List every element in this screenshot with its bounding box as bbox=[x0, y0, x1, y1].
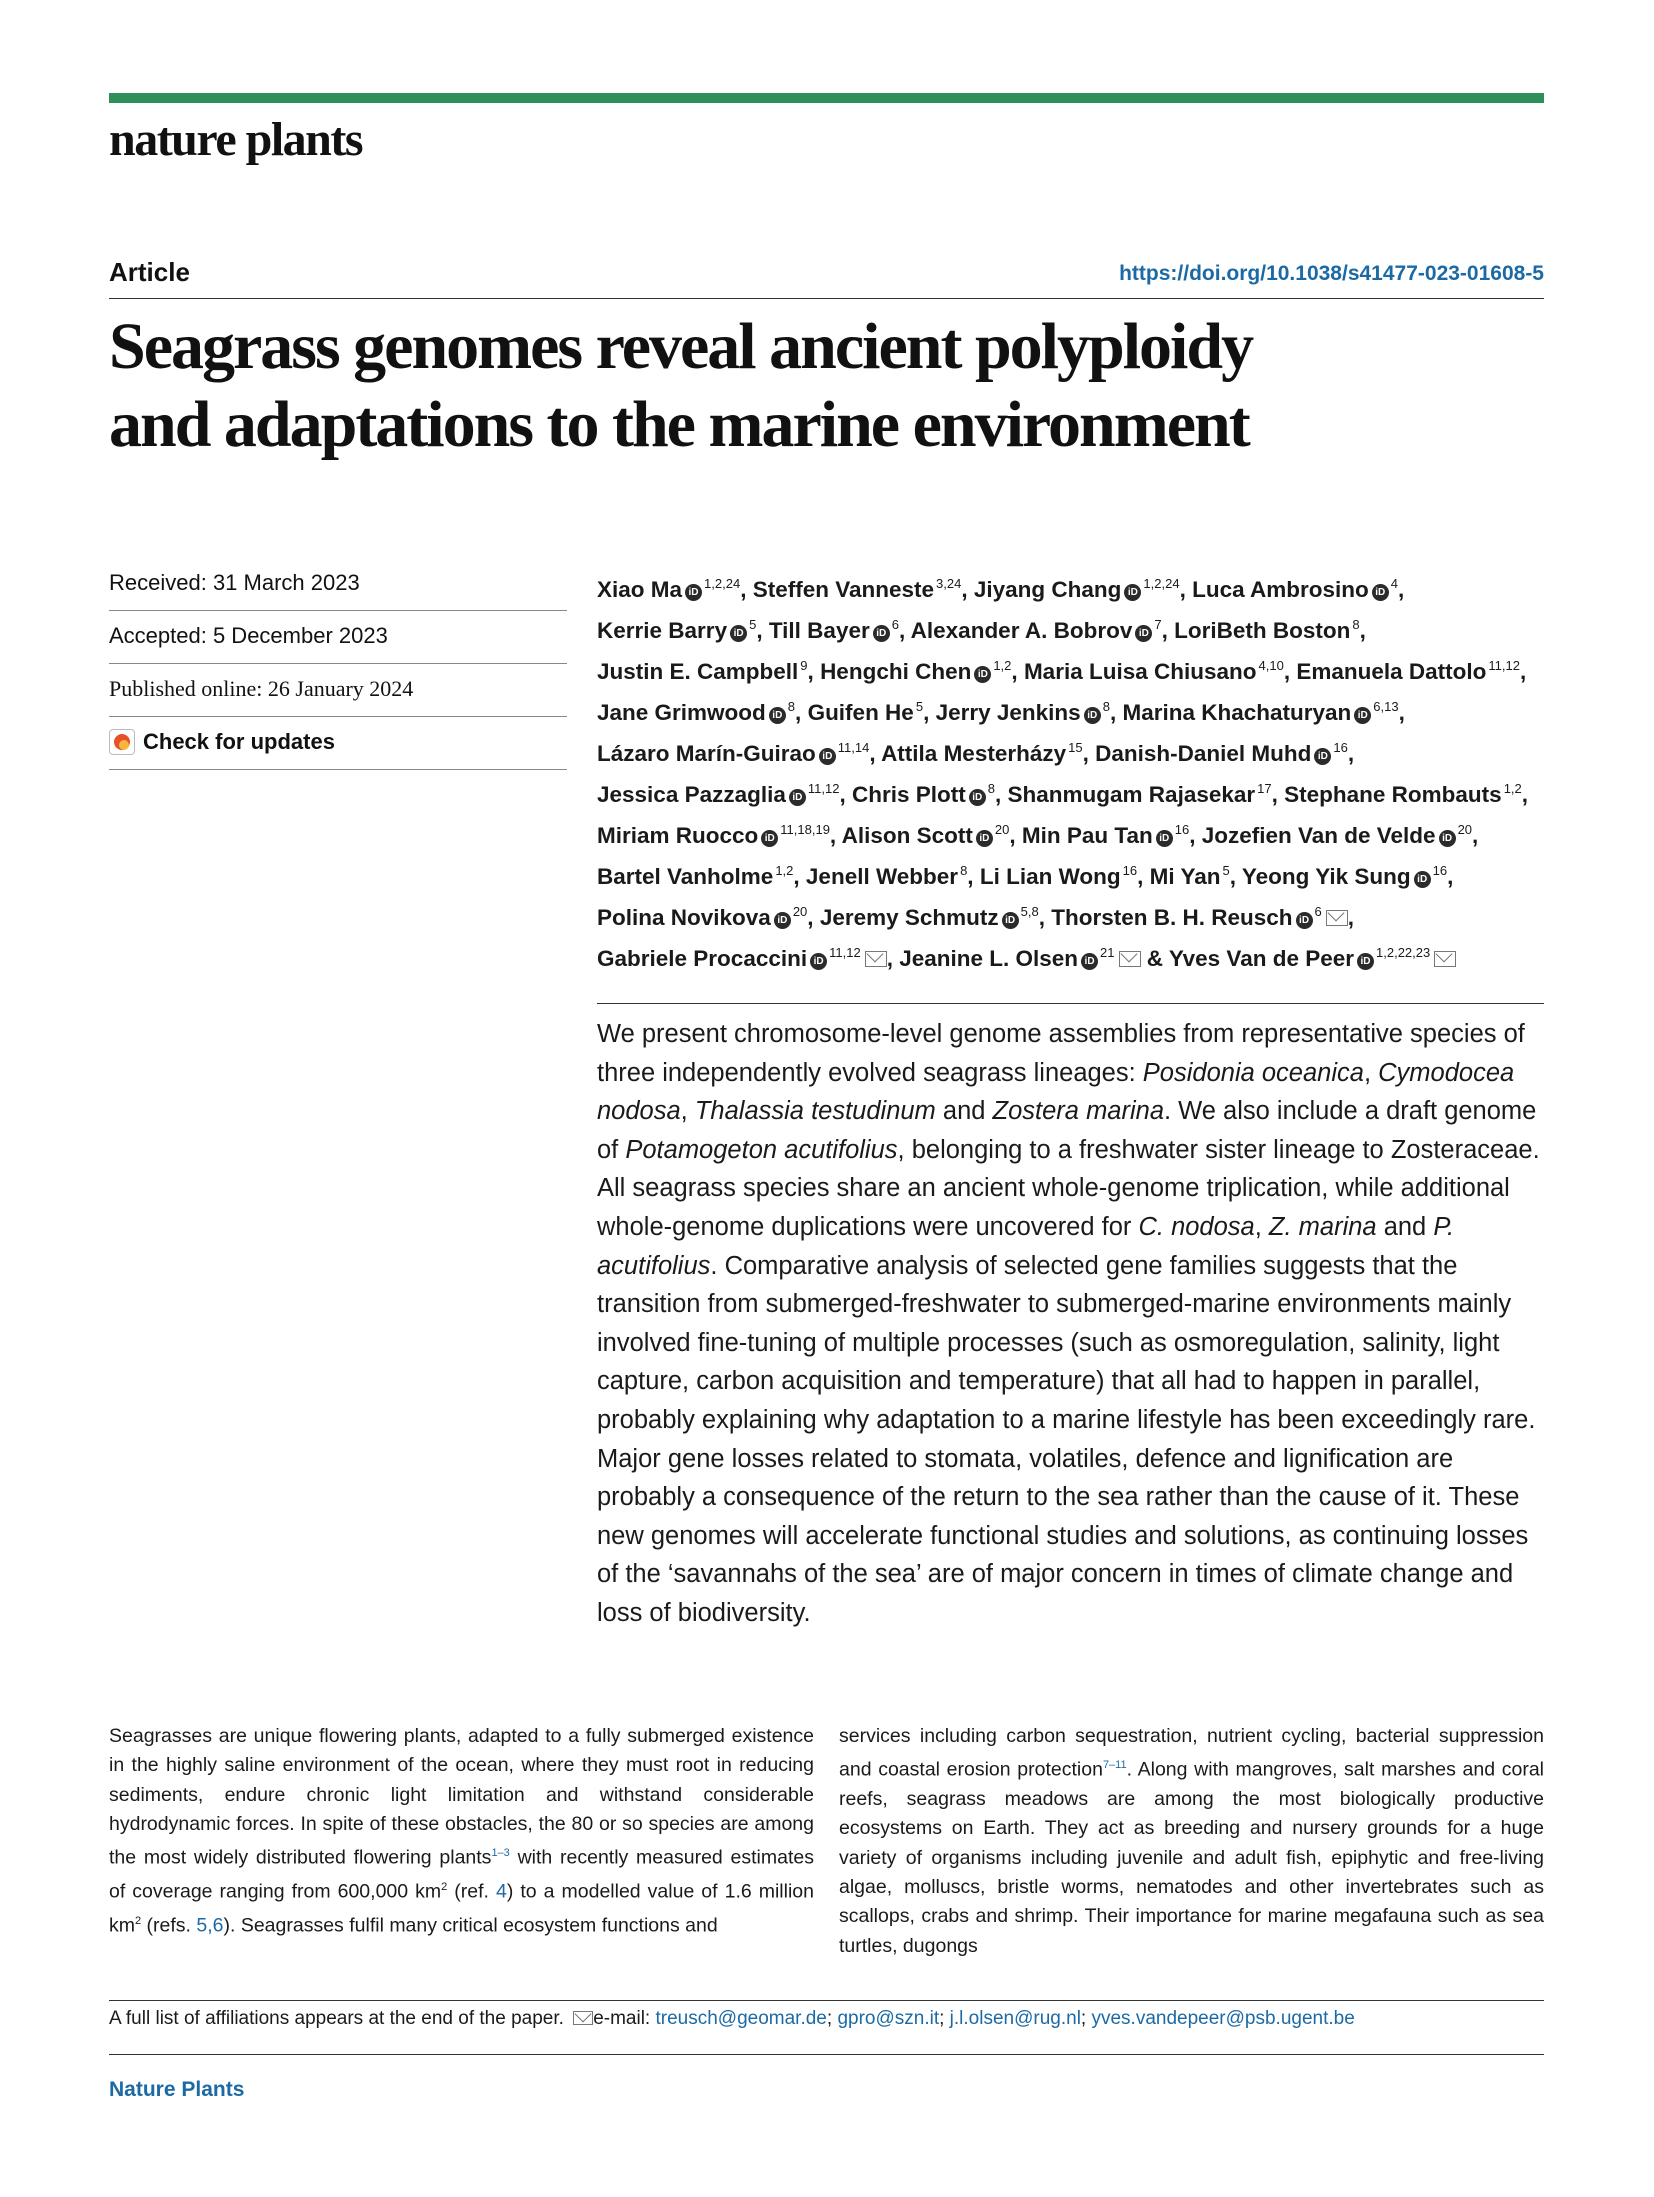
author-separator: , bbox=[793, 864, 800, 889]
orcid-icon[interactable]: iD bbox=[969, 789, 986, 806]
affiliation-number: 6,13 bbox=[1373, 699, 1399, 714]
author-separator: , bbox=[869, 741, 876, 766]
author-name[interactable] bbox=[1169, 946, 1456, 971]
orcid-icon[interactable]: iD bbox=[1081, 953, 1098, 970]
author-separator: , bbox=[795, 700, 802, 725]
author-separator: , bbox=[740, 577, 747, 602]
author-name-text: Marina Khachaturyan bbox=[1122, 700, 1352, 725]
author-name-text: Bartel Vanholme bbox=[597, 864, 774, 889]
author-separator: , bbox=[1011, 659, 1018, 684]
author-name[interactable] bbox=[597, 905, 814, 930]
author-name-text: Hengchi Chen bbox=[820, 659, 972, 684]
orcid-icon[interactable]: iD bbox=[685, 584, 702, 601]
email-icon[interactable] bbox=[1434, 951, 1456, 967]
orcid-icon[interactable]: iD bbox=[873, 625, 890, 642]
affiliation-number: 5 bbox=[749, 617, 757, 632]
abstract-text: , bbox=[1363, 1058, 1379, 1087]
author-name-text: Attila Mesterházy bbox=[881, 741, 1067, 766]
author-name[interactable] bbox=[820, 659, 1018, 684]
author-name[interactable] bbox=[597, 577, 746, 602]
body-column-left bbox=[109, 1722, 814, 1941]
affiliation-number: 16 bbox=[1333, 740, 1348, 755]
author-separator: , bbox=[1283, 659, 1291, 684]
author-name[interactable] bbox=[842, 823, 1016, 848]
author-name-text: Stephane Rombauts bbox=[1284, 782, 1502, 807]
author-name-text: Alison Scott bbox=[841, 823, 973, 848]
affiliation-number: 8 bbox=[1102, 699, 1110, 714]
footnote-divider bbox=[109, 2000, 1544, 2001]
abstract-divider bbox=[597, 1003, 1544, 1004]
species-name: Posidonia oceanica bbox=[1142, 1058, 1364, 1087]
author-separator: , bbox=[1347, 905, 1355, 930]
species-name: P. acutifolius bbox=[597, 1212, 1455, 1280]
body-column-right bbox=[839, 1722, 1544, 1961]
body-text: services including carbon sequestration, nutrient cycling, bacterial suppression and coastal erosion protection bbox=[839, 1725, 1544, 1781]
orcid-icon[interactable]: iD bbox=[1354, 707, 1371, 724]
author-name[interactable] bbox=[820, 905, 1045, 930]
author-name-text: Jiyang Chang bbox=[973, 577, 1122, 602]
author-separator: , bbox=[756, 618, 763, 643]
author-separator: , bbox=[923, 700, 930, 725]
affiliation-number: 8 bbox=[787, 699, 796, 714]
author-name[interactable] bbox=[936, 700, 1117, 725]
author-name-text: Guifen He bbox=[807, 700, 914, 725]
author-name[interactable] bbox=[1192, 577, 1404, 602]
author-separator: , bbox=[1179, 577, 1186, 602]
author-name[interactable] bbox=[597, 659, 814, 684]
author-separator: , bbox=[961, 577, 968, 602]
article-type: Article bbox=[109, 257, 190, 287]
affiliation-number: 1,2,24 bbox=[704, 576, 741, 591]
affiliation-number: 15 bbox=[1068, 740, 1083, 755]
affiliation-number: 16 bbox=[1174, 822, 1190, 837]
author-name-text: Li Lian Wong bbox=[979, 864, 1121, 889]
body-text: ). Seagrasses fulfil many critical ecosystem functions and bbox=[223, 1914, 718, 1937]
affiliation-number: 5 bbox=[1222, 863, 1230, 878]
author-name-text: Jozefien Van de Velde bbox=[1201, 823, 1436, 848]
abstract-text: . We also include a draft genome of bbox=[597, 1097, 1537, 1164]
author-name-text: Steffen Vanneste bbox=[752, 577, 935, 602]
affiliation-number: 8 bbox=[960, 863, 968, 878]
author-name-text: Gabriele Procaccini bbox=[597, 946, 808, 971]
author-name[interactable] bbox=[769, 618, 905, 643]
affiliation-number: 3,24 bbox=[936, 576, 962, 591]
crossmark-icon bbox=[109, 729, 135, 755]
affiliation-number: 4,10 bbox=[1258, 658, 1284, 673]
author-name[interactable] bbox=[1095, 741, 1354, 766]
orcid-icon[interactable]: iD bbox=[761, 830, 778, 847]
author-name-text: Yves Van de Peer bbox=[1168, 946, 1355, 971]
affiliation-number: 20 bbox=[994, 822, 1010, 837]
affiliation-number: 5,8 bbox=[1020, 904, 1039, 919]
author-name-text: Yeong Yik Sung bbox=[1241, 864, 1411, 889]
species-name: C. nodosa bbox=[1138, 1212, 1255, 1241]
orcid-icon[interactable]: iD bbox=[1439, 830, 1456, 847]
author-name[interactable] bbox=[1150, 864, 1236, 889]
published-date: Published online: 26 January 2024 bbox=[109, 664, 567, 717]
author-separator: , bbox=[1009, 823, 1016, 848]
author-name-text: Thorsten B. H. Reusch bbox=[1051, 905, 1293, 930]
abstract-text: , bbox=[680, 1097, 695, 1126]
email-link[interactable]: gpro@szn.it bbox=[837, 2008, 940, 2029]
orcid-icon[interactable]: iD bbox=[1084, 707, 1101, 724]
author-separator: , bbox=[829, 823, 837, 848]
affiliation-number: 9 bbox=[800, 658, 808, 673]
author-separator: , bbox=[807, 659, 814, 684]
author-name-text: Chris Plott bbox=[852, 782, 966, 807]
affiliation-number: 6 bbox=[1314, 904, 1322, 919]
title-line: Seagrass genomes reveal ancient polyploidy bbox=[109, 310, 1253, 383]
author-name[interactable] bbox=[597, 700, 801, 725]
author-separator: , bbox=[1161, 618, 1168, 643]
author-name-text: Alexander A. Bobrov bbox=[910, 618, 1133, 643]
author-name[interactable] bbox=[1008, 782, 1278, 807]
author-separator: , bbox=[1398, 577, 1405, 602]
check-for-updates-label: Check for updates bbox=[143, 729, 335, 754]
affiliation-number: 1,2,22,23 bbox=[1376, 945, 1431, 960]
author-name[interactable] bbox=[597, 618, 763, 643]
author-name[interactable] bbox=[1296, 659, 1526, 684]
affiliation-number: 4 bbox=[1390, 576, 1399, 591]
author-separator: , bbox=[1271, 782, 1278, 807]
author-name-text: Jeanine L. Olsen bbox=[899, 946, 1079, 971]
author-name[interactable] bbox=[808, 700, 930, 725]
species-name: Zostera marina bbox=[992, 1097, 1165, 1126]
email-icon[interactable] bbox=[865, 951, 887, 967]
received-date: Received: 31 March 2023 bbox=[109, 556, 567, 611]
abstract-text: , bbox=[1254, 1212, 1269, 1241]
author-name-text: Luca Ambrosino bbox=[1192, 577, 1369, 602]
affiliation-number: 1,2,24 bbox=[1143, 576, 1180, 591]
body-text: with recently measured estimates of coverage ranging from 600,000 km bbox=[109, 1846, 814, 1903]
body-text: Seagrasses are unique flowering plants, adapted to a fully submerged existence in the highly saline environment of the ocean, where they must root in reducing sediments, endure chronic light limitation and withstand considerable hydrodynamic forces. In spite of these obstacles, the 80 or so species are among the most widely distributed flowering plants bbox=[109, 1725, 814, 1869]
affiliation-number: 11,14 bbox=[837, 740, 870, 755]
author-name-text: Lázaro Marín-Guirao bbox=[597, 741, 816, 766]
email-link[interactable]: yves.vandepeer@psb.ugent.be bbox=[1091, 2008, 1355, 2029]
author-separator: , bbox=[1038, 905, 1045, 930]
author-name-text: Shanmugam Rajasekar bbox=[1007, 782, 1256, 807]
author-name[interactable] bbox=[852, 782, 1001, 807]
affiliation-number: 16 bbox=[1432, 863, 1448, 878]
email-label: e-mail: bbox=[593, 2008, 656, 2029]
species-name: Potamogeton acutifolius bbox=[625, 1135, 898, 1164]
author-name-text: Till Bayer bbox=[768, 618, 870, 643]
author-separator: , bbox=[807, 905, 814, 930]
affiliation-number: 5 bbox=[915, 699, 924, 714]
author-separator: , bbox=[1189, 823, 1196, 848]
email-link[interactable]: treusch@geomar.de bbox=[655, 2008, 827, 2029]
species-name: Thalassia testudinum bbox=[694, 1097, 936, 1126]
abstract-text: We present chromosome-level genome assemblies from representative species of three independently evolved seagrass lineages: bbox=[597, 1020, 1525, 1087]
affiliation-number: 8 bbox=[987, 781, 995, 796]
citation-link[interactable]: 1–3 bbox=[491, 1847, 510, 1860]
author-name-text: Min Pau Tan bbox=[1021, 823, 1153, 848]
orcid-icon[interactable]: iD bbox=[1124, 584, 1141, 601]
orcid-icon[interactable]: iD bbox=[1135, 625, 1152, 642]
body-text: (refs. bbox=[141, 1914, 197, 1937]
author-name[interactable] bbox=[974, 577, 1186, 602]
abstract-text: . Comparative analysis of selected gene families suggests that the transition from submerged-freshwater to submerged-marine environments mainly involved fine-tuning of multiple processes (such as osmoregulation, salinity, light capture, carbon acquisition and temperature) that all had to happen in parallel, probably explaining why adaptation to a marine lifestyle has been exceedingly rare. Major gene losses related to stomata, volatiles, defence and lignification are probably a consequence of the return to the sea rather than the cause of it. These new genomes will accelerate functional studies and solutions, as continuing losses of the ‘savannahs of the sea’ are of major concern in times of climate change and loss of biodiversity. bbox=[597, 1251, 1536, 1627]
author-separator: , bbox=[1359, 618, 1366, 643]
author-separator: , bbox=[995, 782, 1002, 807]
accepted-date: Accepted: 5 December 2023 bbox=[109, 611, 567, 664]
affiliation-number: 11,12 bbox=[1488, 658, 1520, 673]
affiliation-number: 21 bbox=[1100, 945, 1115, 960]
author-name-text: Jerry Jenkins bbox=[935, 700, 1081, 725]
author-separator: , bbox=[1521, 782, 1529, 807]
orcid-icon[interactable]: iD bbox=[974, 666, 991, 683]
orcid-icon[interactable]: iD bbox=[1357, 953, 1374, 970]
author-name[interactable] bbox=[1284, 782, 1528, 807]
author-separator: , bbox=[1519, 659, 1527, 684]
orcid-icon[interactable]: iD bbox=[730, 625, 747, 642]
affiliation-number: 8 bbox=[1352, 617, 1360, 632]
affiliation-number: 20 bbox=[1457, 822, 1473, 837]
author-name-text: Miriam Ruocco bbox=[597, 823, 759, 848]
author-separator: , bbox=[1447, 864, 1454, 889]
author-name[interactable] bbox=[753, 577, 968, 602]
superscript: 2 bbox=[441, 1880, 448, 1893]
orcid-icon[interactable]: iD bbox=[810, 953, 827, 970]
abstract-text: , belonging to a freshwater sister lineage to Zosteraceae. All seagrass species share an ancient whole-genome triplication, while additional whole-genome duplications were uncovered for bbox=[597, 1135, 1540, 1241]
author-name-text: Mi Yan bbox=[1149, 864, 1221, 889]
author-separator: , bbox=[1109, 700, 1117, 725]
author-list bbox=[597, 566, 1547, 976]
body-text: (ref. bbox=[447, 1880, 496, 1903]
affiliation-number: 16 bbox=[1122, 863, 1138, 878]
article-title bbox=[109, 308, 1549, 464]
affiliation-number: 17 bbox=[1257, 781, 1272, 796]
author-separator: , bbox=[1398, 700, 1405, 725]
doi-link[interactable]: https://doi.org/10.1038/s41477-023-01608-5 bbox=[1119, 262, 1544, 285]
abstract-text: and bbox=[935, 1097, 993, 1126]
author-separator: , bbox=[1137, 864, 1144, 889]
author-name[interactable] bbox=[881, 741, 1089, 766]
orcid-icon[interactable]: iD bbox=[1414, 871, 1431, 888]
author-name-text: Jane Grimwood bbox=[597, 700, 766, 725]
author-name-text: Maria Luisa Chiusano bbox=[1023, 659, 1257, 684]
affiliation-number: 7 bbox=[1154, 617, 1162, 632]
author-name-text: LoriBeth Boston bbox=[1174, 618, 1351, 643]
affiliations-footnote: A full list of affiliations appears at the end of the paper. e-mail: treusch@geomar.de; gpro@szn.it; j.l.olsen@rug.nl; yves.vandepeer@psb.ugent.be bbox=[109, 2008, 1355, 2029]
journal-top-bar bbox=[109, 93, 1544, 103]
citation-link[interactable]: 7–11 bbox=[1102, 1759, 1127, 1772]
author-separator: , bbox=[886, 946, 893, 971]
body-text: ) to a modelled value of 1.6 million km bbox=[109, 1880, 814, 1937]
species-name: Z. marina bbox=[1268, 1212, 1377, 1241]
author-name[interactable] bbox=[806, 864, 974, 889]
species-name: Cymodocea nodosa bbox=[597, 1058, 1515, 1126]
author-name-text: Danish-Daniel Muhd bbox=[1095, 741, 1312, 766]
header-divider bbox=[109, 298, 1544, 299]
title-line: and adaptations to the marine environment bbox=[109, 388, 1249, 461]
author-name[interactable] bbox=[1051, 905, 1354, 930]
author-name-text: Jeremy Schmutz bbox=[819, 905, 999, 930]
author-separator: , bbox=[1472, 823, 1479, 848]
author-name-text: Kerrie Barry bbox=[597, 618, 728, 643]
author-name-text: Polina Novikova bbox=[597, 905, 771, 930]
affiliation-number: 11,18,19 bbox=[780, 822, 830, 837]
orcid-icon[interactable]: iD bbox=[1314, 748, 1331, 765]
abstract-text: and bbox=[1376, 1212, 1434, 1241]
author-separator: , bbox=[967, 864, 974, 889]
orcid-icon[interactable]: iD bbox=[1296, 912, 1313, 929]
journal-logo: nature plants bbox=[109, 113, 363, 166]
email-icon[interactable] bbox=[1119, 951, 1141, 967]
author-name[interactable] bbox=[1202, 823, 1479, 848]
author-name[interactable] bbox=[597, 946, 893, 971]
citation-link[interactable]: 5,6 bbox=[196, 1914, 224, 1937]
check-for-updates-button[interactable] bbox=[109, 717, 567, 770]
article-dates bbox=[109, 556, 567, 770]
footnote-text: A full list of affiliations appears at the end of the paper. bbox=[109, 2008, 564, 2029]
author-name-text: Jessica Pazzaglia bbox=[597, 782, 786, 807]
email-icon bbox=[573, 2011, 593, 2025]
orcid-icon[interactable]: iD bbox=[774, 912, 791, 929]
orcid-icon[interactable]: iD bbox=[1002, 912, 1019, 929]
orcid-icon[interactable]: iD bbox=[1372, 584, 1389, 601]
author-separator: , bbox=[1347, 741, 1355, 766]
author-name-text: Xiao Ma bbox=[597, 577, 683, 602]
orcid-icon[interactable]: iD bbox=[789, 789, 806, 806]
email-link[interactable]: j.l.olsen@rug.nl bbox=[949, 2008, 1081, 2029]
orcid-icon[interactable]: iD bbox=[1156, 830, 1173, 847]
affiliation-number: 11,12 bbox=[829, 945, 861, 960]
author-name[interactable] bbox=[1022, 823, 1196, 848]
author-name-text: Jenell Webber bbox=[805, 864, 959, 889]
footer-journal-name[interactable]: Nature Plants bbox=[109, 2078, 245, 2101]
author-name[interactable] bbox=[1024, 659, 1290, 684]
orcid-icon[interactable]: iD bbox=[769, 707, 786, 724]
author-separator: , bbox=[1082, 741, 1089, 766]
author-name[interactable] bbox=[597, 782, 846, 807]
author-name[interactable] bbox=[1174, 618, 1366, 643]
author-separator: , bbox=[1229, 864, 1237, 889]
author-name[interactable] bbox=[597, 823, 836, 848]
author-name[interactable] bbox=[597, 741, 876, 766]
email-icon[interactable] bbox=[1326, 910, 1348, 926]
author-separator: , bbox=[898, 618, 906, 643]
orcid-icon[interactable]: iD bbox=[976, 830, 993, 847]
author-name-text: Justin E. Campbell bbox=[597, 659, 799, 684]
footer-divider bbox=[109, 2054, 1544, 2055]
author-separator: & bbox=[1140, 946, 1164, 971]
affiliation-number: 1,2 bbox=[993, 658, 1012, 673]
affiliation-number: 1,2 bbox=[1503, 781, 1522, 796]
orcid-icon[interactable]: iD bbox=[819, 748, 836, 765]
superscript: 2 bbox=[135, 1914, 142, 1927]
affiliation-number: 6 bbox=[891, 617, 899, 632]
author-name[interactable] bbox=[1242, 864, 1454, 889]
author-name[interactable] bbox=[597, 864, 800, 889]
affiliation-number: 20 bbox=[792, 904, 808, 919]
author-name[interactable] bbox=[1122, 700, 1404, 725]
author-name[interactable] bbox=[980, 864, 1144, 889]
abstract bbox=[597, 1015, 1547, 1633]
affiliation-number: 1,2 bbox=[775, 863, 794, 878]
author-separator: , bbox=[839, 782, 846, 807]
body-text: . Along with mangroves, salt marshes and coral reefs, seagrass meadows are among the most biologically productive ecosystems on Earth. They act as breeding and nursery grounds for a huge variety of organisms including juvenile and adult fish, epiphytic and free-living algae, molluscs, bristle worms, nematodes and other invertebrates such as scallops, crabs and shrimp. Their importance for marine megafauna such as sea turtles, dugongs bbox=[839, 1758, 1544, 1957]
citation-link[interactable]: 4 bbox=[495, 1880, 507, 1903]
author-name[interactable] bbox=[911, 618, 1168, 643]
affiliation-number: 11,12 bbox=[807, 781, 840, 796]
author-name-text: Emanuela Dattolo bbox=[1296, 659, 1487, 684]
author-name[interactable] bbox=[899, 946, 1163, 971]
